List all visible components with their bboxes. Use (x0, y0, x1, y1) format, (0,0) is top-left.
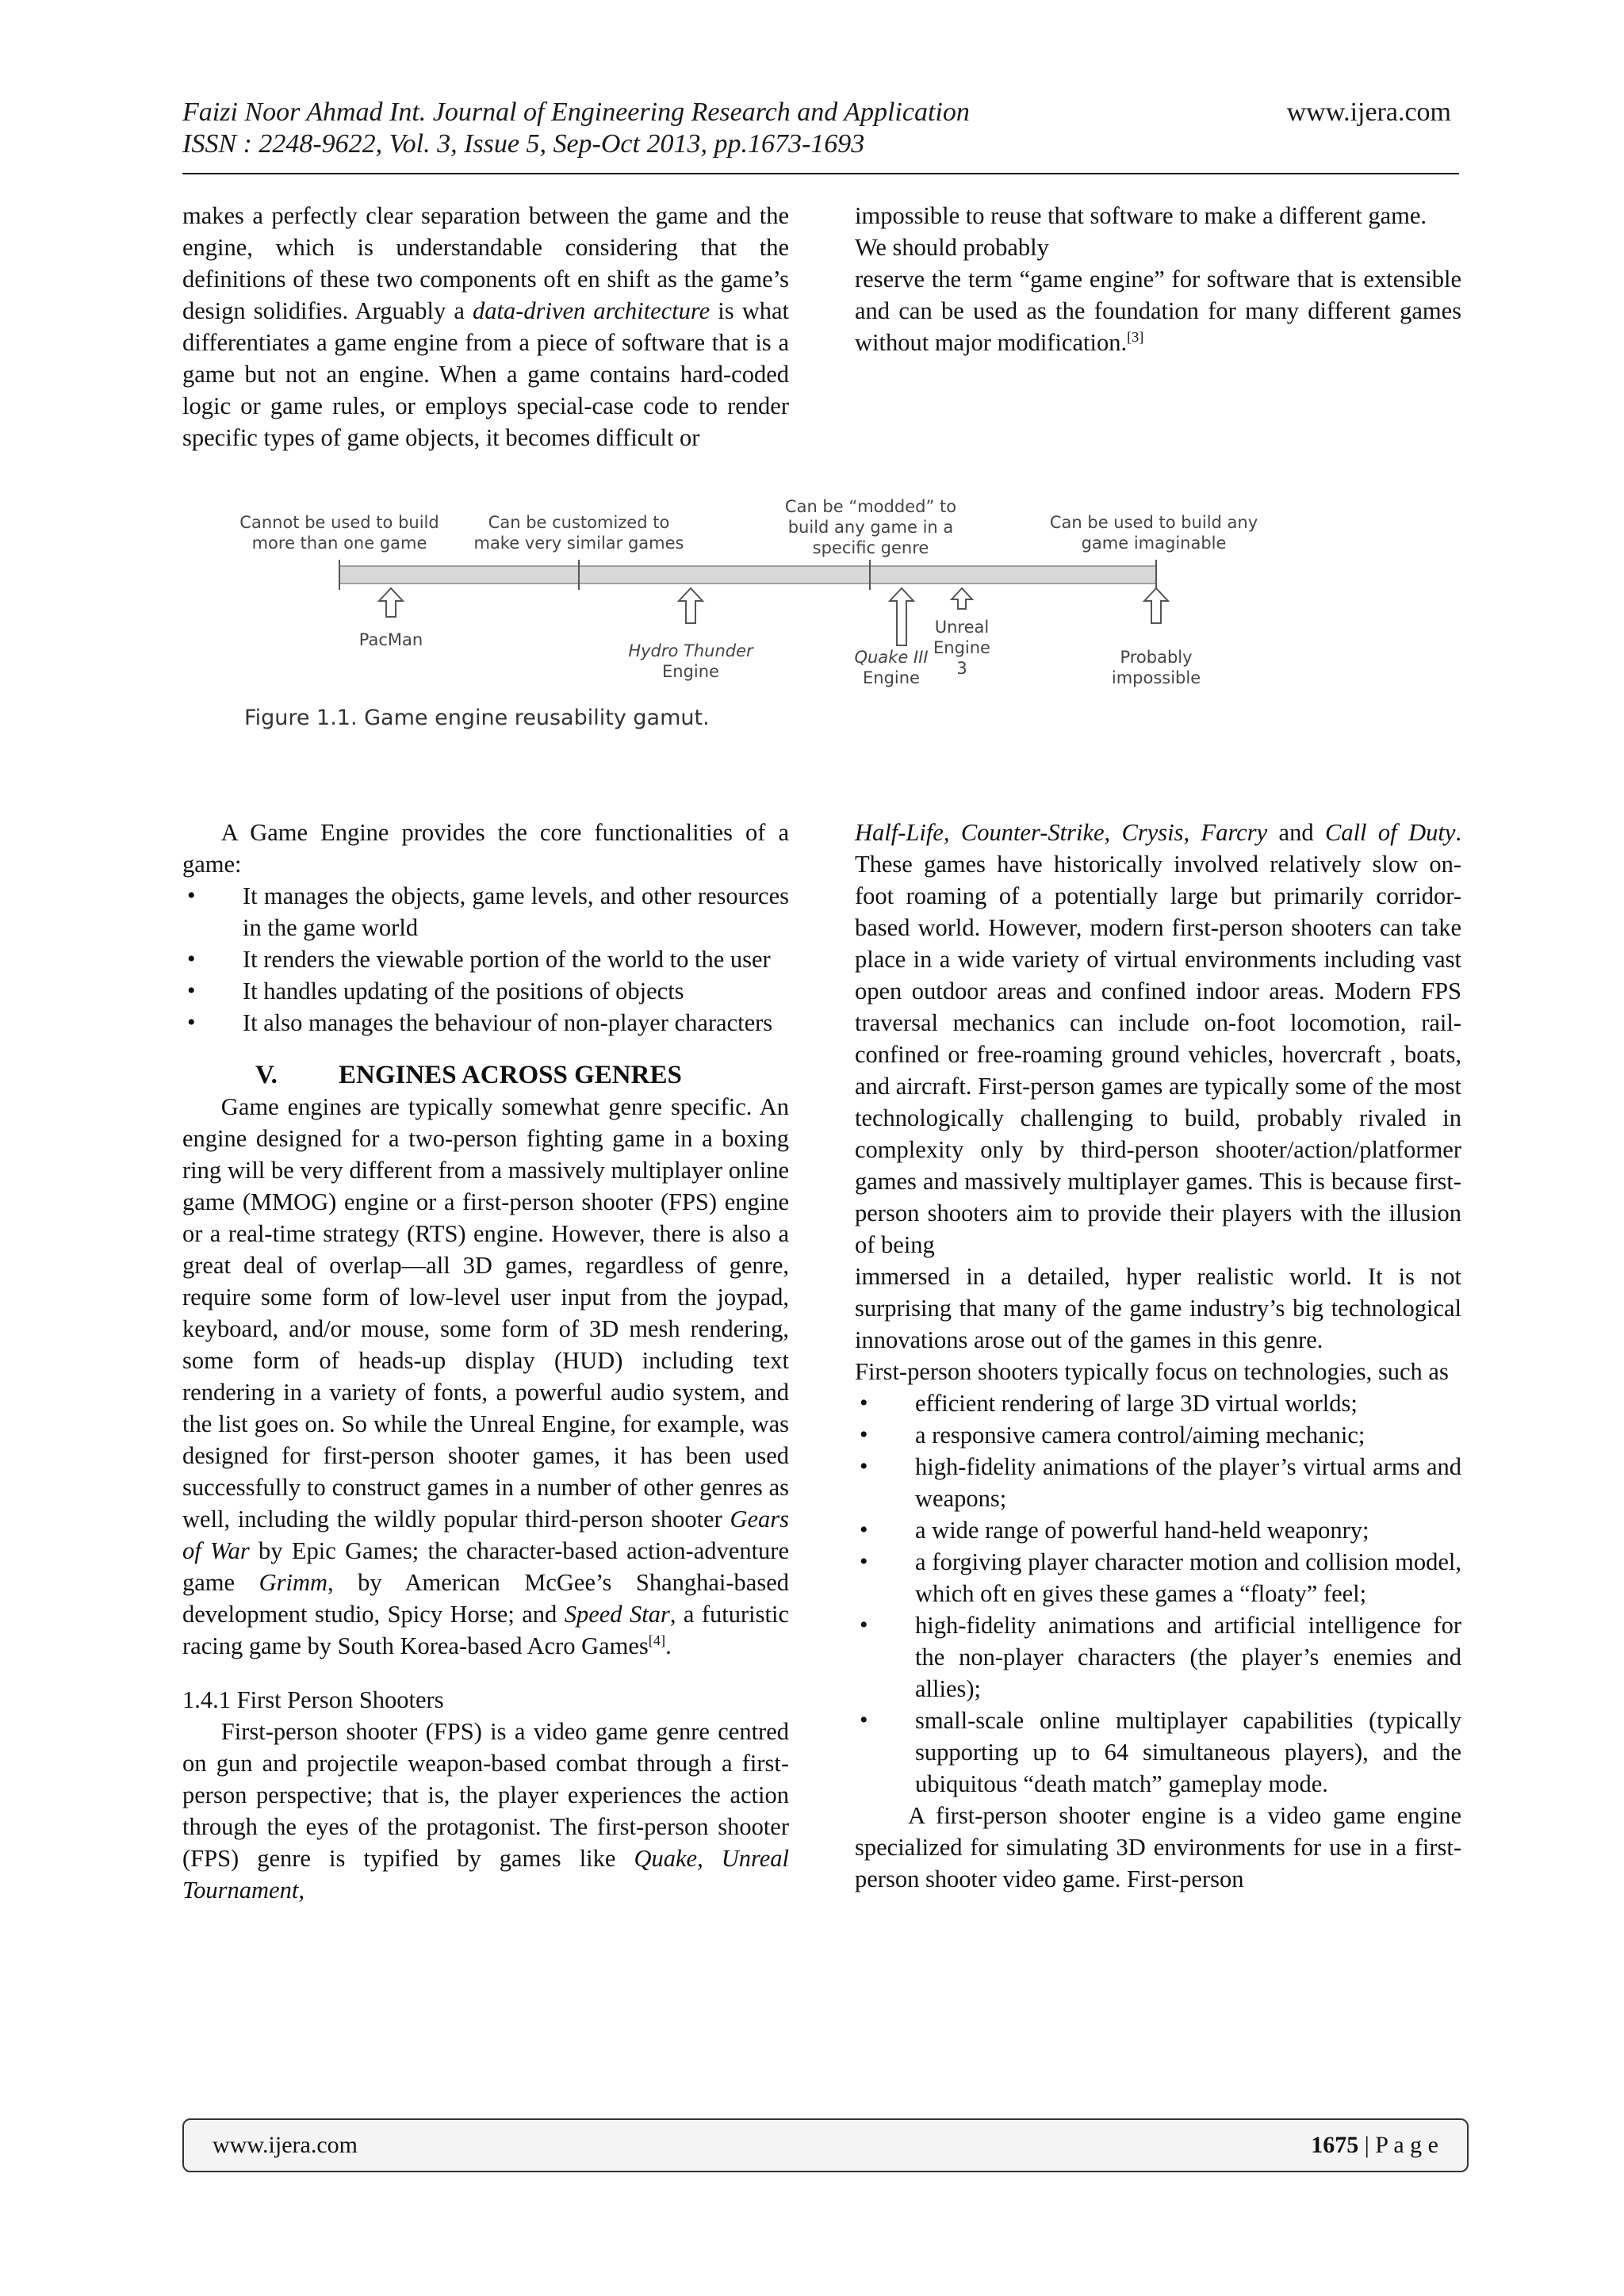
gamut-example-label: PacMan (358, 630, 423, 649)
journal-url[interactable]: www.ijera.com (1286, 98, 1451, 127)
list-item: • high-fidelity animations of the player’s virtual arms and weapons; (855, 1451, 1461, 1514)
figure-caption: Figure 1.1. Game engine reusability gamut. (244, 706, 710, 730)
page-footer (182, 2118, 1469, 2172)
gamut-example-label: impossible (1111, 668, 1201, 687)
footer-url[interactable]: www.ijera.com (213, 2132, 358, 2158)
paragraph: Half-Life, Counter-Strike, Crysis, Farcry and Call of Duty. These games have historically involved relatively slow on-foot roaming of a potentially large but primarily corridor-based world. However, modern first-person shooters can take place in a wide variety of virtual environments including vast open outdoor areas and confined indoor areas. Modern FPS traversal mechanics can include on-foot locomotion, rail-confined or free-roaming ground vehicles, hovercraft , boats, and aircraft. First-person games are typically some of the most technologically challenging to build, probably rivaled in complexity only by third-person shooter/action/platformer games and massively multiplayer games. This is because first-person shooters aim to provide their players with the illusion of being (855, 819, 1461, 1258)
up-arrow-icon (379, 588, 403, 617)
gamut-example-label: Engine (662, 662, 719, 681)
list-item: • It manages the objects, game levels, and other resources in the game world (182, 880, 789, 943)
fps-technologies-list (855, 1387, 1461, 1800)
gamut-label: build any game in a (787, 518, 954, 537)
gamut-example-label: Hydro Thunder (628, 641, 753, 660)
gamut-diagram (238, 496, 1316, 710)
up-arrow-icon (890, 588, 914, 645)
gamut-example-label: Probably (1120, 648, 1193, 667)
paragraph: First-person shooters typically focus on technologies, such as (855, 1358, 1449, 1385)
issn-line: ISSN : 2248-9622, Vol. 3, Issue 5, Sep-Oct 2013, pp.1673-1693 (182, 129, 865, 159)
gamut-label: Can be used to build any (1049, 513, 1258, 532)
gamut-example-label: 3 (956, 659, 967, 678)
core-functions-list (182, 880, 789, 1039)
figure-reusability-gamut (238, 496, 1316, 734)
paragraph: immersed in a detailed, hyper realistic world. It is not surprising that many of the game industry’s big technological innovations arose out of the games in this genre. (855, 1263, 1461, 1353)
gamut-example-label: Quake III (854, 648, 929, 667)
paragraph: First-person shooter (FPS) is a video game genre centred on gun and projectile weapon-based combat through a first-person perspective; that is, the player experiences the action through the eyes of the protagonist. The first-person shooter (FPS) genre is typified by games like Quake, Unreal Tournament, (182, 1718, 789, 1904)
gamut-label: Can be “modded” to (784, 497, 957, 516)
up-arrow-icon (1144, 588, 1168, 623)
journal-title: Faizi Noor Ahmad Int. Journal of Engineering Research and Application (182, 98, 970, 127)
gamut-bar (339, 566, 1156, 584)
list-item: • a responsive camera control/aiming mechanic; (855, 1419, 1461, 1451)
running-header (182, 97, 1451, 160)
list-item: • It renders the viewable portion of the world to the user (182, 943, 789, 975)
gamut-label: specific genre (812, 538, 929, 557)
citation[interactable]: [3] (1127, 328, 1144, 345)
list-item: • It also manages the behaviour of non-player characters (182, 1007, 789, 1039)
subsection-heading: 1.4.1 First Person Shooters (182, 1686, 444, 1713)
paragraph: makes a perfectly clear separation between the game and the engine, which is understandable considering that the definitions of these two components oft en shift as the game’s design solidifies. Arguably a data-driven architecture is what differentiates a game engine from a piece of software that is a game but not an engine. When a game contains hard-coded logic or game rules, or employs special-case code to render specific types of game objects, it becomes difficult or (182, 202, 789, 451)
paragraph: Game engines are typically somewhat genre specific. An engine designed for a two-person fighting game in a boxing ring will be very different from a massively multiplayer online game (MMOG) engine or a first-person shooter (FPS) engine or a real-time strategy (RTS) engine. However, there is also a great deal of overlap—all 3D games, regardless of genre, require some form of low-level user input from the joypad, keyboard, and/or mouse, some form of 3D mesh rendering, some form of heads-up display (HUD) including text rendering in a variety of fonts, a powerful audio system, and the list goes on. So while the Unreal Engine, for example, was designed for first-person shooter games, it has been used successfully to construct games in a number of other genres as well, including the wildly popular third-person shooter Gears of War by Epic Games; the character-based action-adventure game Grimm, by American McGee’s Shanghai-based development studio, Spicy Horse; and Speed Star, a futuristic racing game by South Korea-based Acro Games[4]. (182, 1093, 789, 1659)
gamut-example-label: Unreal (934, 618, 990, 637)
top-right-column (855, 200, 1461, 358)
paragraph: A first-person shooter engine is a video game engine specialized for simulating 3D environments for use in a first-person shooter video game. First-person (855, 1802, 1461, 1892)
list-item: • a wide range of powerful hand-held weaponry; (855, 1514, 1461, 1546)
left-column (182, 817, 789, 1906)
paragraph: A Game Engine provides the core functionalities of a game: (182, 819, 789, 878)
gamut-label: game imaginable (1081, 534, 1227, 553)
paragraph: impossible to reuse that software to make a different game. We should probably (855, 202, 1427, 261)
paragraph: reserve the term “game engine” for software that is extensible and can be used as the foundation for many different games without major modification.[3] (855, 266, 1461, 356)
gamut-label: Cannot be used to build (239, 513, 439, 532)
gamut-label: more than one game (251, 534, 427, 553)
right-column (855, 817, 1461, 1895)
list-item: • It handles updating of the positions of objects (182, 975, 789, 1007)
citation[interactable]: [4] (648, 1632, 666, 1648)
gamut-example-label: Engine (933, 638, 990, 657)
gamut-label: Can be customized to (488, 513, 670, 532)
header-rule (182, 173, 1459, 174)
list-item: • efficient rendering of large 3D virtual worlds; (855, 1387, 1461, 1419)
gamut-example-label: Engine (863, 668, 920, 687)
up-arrow-icon (952, 588, 972, 609)
page-number: 1675 | P a g e (1311, 2132, 1438, 2158)
list-item: • a forgiving player character motion and collision model, which oft en gives these games a “floaty” feel; (855, 1546, 1461, 1609)
up-arrow-icon (679, 588, 703, 623)
section-heading: V. ENGINES ACROSS GENRES (255, 1061, 682, 1089)
gamut-label: make very similar games (473, 534, 684, 553)
top-left-column (182, 200, 789, 453)
list-item: • small-scale online multiplayer capabilities (typically supporting up to 64 simultaneous players), and the ubiquitous “death match” gameplay mode. (855, 1705, 1461, 1800)
list-item: • high-fidelity animations and artificial intelligence for the non-player characters (the player’s enemies and allies); (855, 1609, 1461, 1705)
